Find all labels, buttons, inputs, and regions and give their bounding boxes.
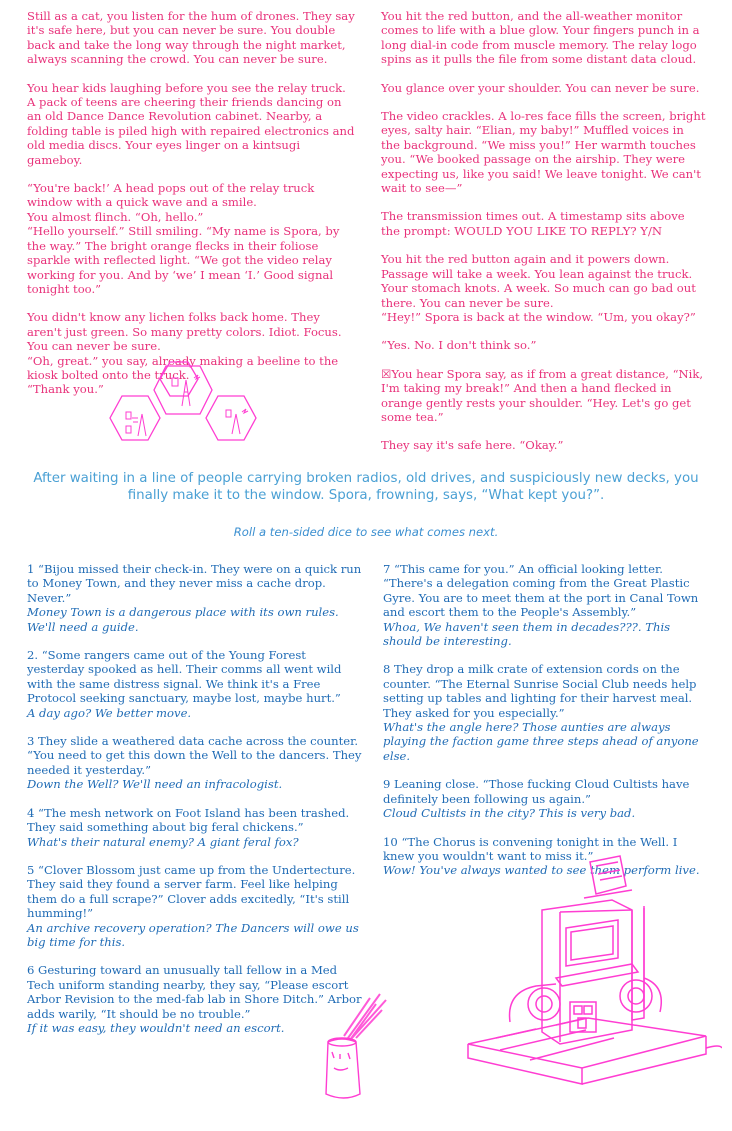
outcome-entry xyxy=(27,734,362,792)
story-line: “You're back!’ A head pops out of the relay truck window with a quick wave and a smile. xyxy=(27,181,315,210)
outcome-reaction: If it was easy, they wouldn't need an escort. xyxy=(27,1020,285,1035)
dance-cabinet-illustration xyxy=(450,852,722,1102)
story-line: “Hey!” Spora is back at the window. “Um, you okay?” xyxy=(381,309,696,324)
story-line: The video crackles. A lo-res face fills the screen, bright eyes, salty hair. “Elian, my baby!” Muffled voices in the background. “We miss you!” Her warmth touches you. “We booked passage on the airship. They were expecting us, like you said! We leave tonight. We can't wait to see—” xyxy=(381,109,706,196)
right-paragraph-3 xyxy=(381,109,706,195)
story-line: You didn't know any lichen folks back home. They aren't just green. So many pretty colors. Idiot. Focus. xyxy=(27,310,342,339)
story-line: You glance over your shoulder. You can never be sure. xyxy=(381,80,700,95)
story-line: “Yes. No. I don't think so.” xyxy=(381,338,537,353)
right-paragraph-7 xyxy=(381,367,706,425)
outcome-text: 8 They drop a milk crate of extension cords on the counter. “The Eternal Sunrise Social Club needs help setting up tables and lighting for their harvest meal. They asked for you especially.” xyxy=(383,662,697,720)
outcome-reaction: An archive recovery operation? The Dancers will owe us big time for this. xyxy=(27,920,359,949)
outcome-reaction: A day ago? We better move. xyxy=(27,705,192,720)
outcome-column-right xyxy=(383,562,708,892)
transition-banner: After waiting in a line of people carrying broken radios, old drives, and suspiciously new decks, you finally make it to the window. Spora, frowning, says, “What kept you?”. xyxy=(33,471,699,503)
outcome-entry xyxy=(27,806,362,849)
outcome-text: 7 “This came for you.” An official looking letter. “There's a delegation coming from the Great Plastic Gyre. You are to meet them at the port in Canal Town and escort them to the People's Assembly.” xyxy=(383,562,699,620)
story-line: You hit the red button, and the all-weather monitor comes to life with a blue glow. Your fingers punch in a long dial-in code from muscle memory. The relay logo spins as it pulls the file from some distant data cloud. xyxy=(381,9,700,67)
outcome-reaction: Whoa, We haven't seen them in decades???. This should be interesting. xyxy=(383,619,671,649)
outcome-reaction: Cloud Cultists in the city? This is very bad. xyxy=(383,806,636,821)
outcome-text: 3 They slide a weathered data cache across the counter. “You need to get this down the Well to the dancers. They needed it yesterday.” xyxy=(27,734,362,777)
story-line: “Oh, great.” you say, already making a beeline to the kiosk bolted onto the truck. xyxy=(27,353,339,382)
right-paragraph-2 xyxy=(381,81,706,95)
outcome-reaction: What's the angle here? Those aunties are always playing the faction game three steps ahead of anyone else. xyxy=(383,720,699,763)
outcome-text: 1 “Bijou missed their check-in. They were on a quick run to Money Town, and they never miss a cache drop. Never.” xyxy=(27,562,362,605)
right-paragraph-1 xyxy=(381,9,706,67)
story-line: Still as a cat, you listen for the hum of drones. They say it's safe here, but you can never be sure. You double back and take the long way through the night market, always scanning the crowd. You can never be sure. xyxy=(27,9,355,67)
outcome-entry xyxy=(383,777,708,820)
story-line: ☒You hear Spora say, as if from a great distance, “Nik, I'm taking my break!” And then a hand flecked in orange gently rests your shoulder. “Hey. Let's go get some tea.” xyxy=(381,366,704,424)
outcome-column-left xyxy=(27,562,362,1049)
roll-prompt: Roll a ten-sided dice to see what comes next. xyxy=(233,525,499,539)
story-column-right xyxy=(381,9,706,467)
outcome-text: 4 “The mesh network on Foot Island has been trashed. They said something about big feral chickens.” xyxy=(27,805,350,835)
story-line: They say it's safe here. “Okay.” xyxy=(381,438,564,453)
outcome-entry xyxy=(27,562,362,634)
left-paragraph-3 xyxy=(27,181,357,296)
outcome-entry xyxy=(27,863,362,949)
outcome-text: 5 “Clover Blossom just came up from the Undertecture. They said they found a server farm. Feel like helping them do a full scrape?” Clover adds excitedly, “It's still humming!” xyxy=(27,862,356,921)
outcome-entry xyxy=(27,963,362,1035)
story-line: You hit the red button again and it powers down. Passage will take a week. You lean against the truck. Your stomach knots. A week. So much can go bad out there. You can never be sure. xyxy=(381,252,696,310)
outcome-text: 10 “The Chorus is convening tonight in the Well. I knew you wouldn't want to miss it.” xyxy=(383,834,678,863)
story-column-left xyxy=(27,9,357,411)
outcome-reaction: Wow! You've always wanted to see them perform live. xyxy=(383,863,700,878)
story-line: You almost flinch. “Oh, hello.” xyxy=(27,209,204,224)
story-line: You can never be sure. xyxy=(27,339,161,354)
right-paragraph-4 xyxy=(381,209,706,238)
outcome-text: 9 Leaning close. “Those fucking Cloud Cultists have definitely been following us again.” xyxy=(383,777,690,806)
outcome-reaction: Down the Well? We'll need an infracologist. xyxy=(27,777,283,792)
outcome-reaction: Money Town is a dangerous place with its own rules. We'll need a guide. xyxy=(27,605,339,634)
right-paragraph-5 xyxy=(381,252,706,324)
right-paragraph-8 xyxy=(381,438,706,452)
spray-can-illustration xyxy=(318,990,394,1102)
outcome-entry xyxy=(383,562,708,648)
story-line: The transmission times out. A timestamp sits above the prompt: WOULD YOU LIKE TO REPLY? Y/N xyxy=(381,209,685,238)
story-line: “Thank you.” xyxy=(27,382,104,397)
outcome-entry xyxy=(383,662,708,763)
right-paragraph-6 xyxy=(381,338,706,352)
outcome-text: 2. “Some rangers came out of the Young Forest yesterday spooked as hell. Their comms all went wild with the same distress signal. We think it's a Free Protocol seeking sanctuary, maybe lost, maybe hurt.” xyxy=(27,648,342,706)
outcome-text: 6 Gesturing toward an unusually tall fellow in a Med Tech uniform standing nearby, they say, “Please escort Arbor Revision to the med-fab lab in Shore Ditch.” Arbor adds warily, “It should be no trouble.” xyxy=(27,963,362,1021)
outcome-reaction: What's their natural enemy? A giant feral fox? xyxy=(27,834,299,849)
left-paragraph-1 xyxy=(27,9,357,67)
relay-hexagons-icon xyxy=(108,352,270,444)
story-line: You hear kids laughing before you see the relay truck. A pack of teens are cheering their friends dancing on an old Dance Dance Revolution cabinet. Nearby, a folding table is piled high with repaired electronics and old media discs. Your eyes linger on a kintsugi gameboy. xyxy=(27,80,355,167)
left-paragraph-2 xyxy=(27,81,357,167)
story-line: “Hello yourself.” Still smiling. “My name is Spora, by the way.” The bright orange flecks in their foliose sparkle with reflected light. “We got the video relay working for you. And by ‘we’ I mean ‘I.’ Good signal tonight too.” xyxy=(27,224,340,296)
outcome-entry xyxy=(27,648,362,720)
